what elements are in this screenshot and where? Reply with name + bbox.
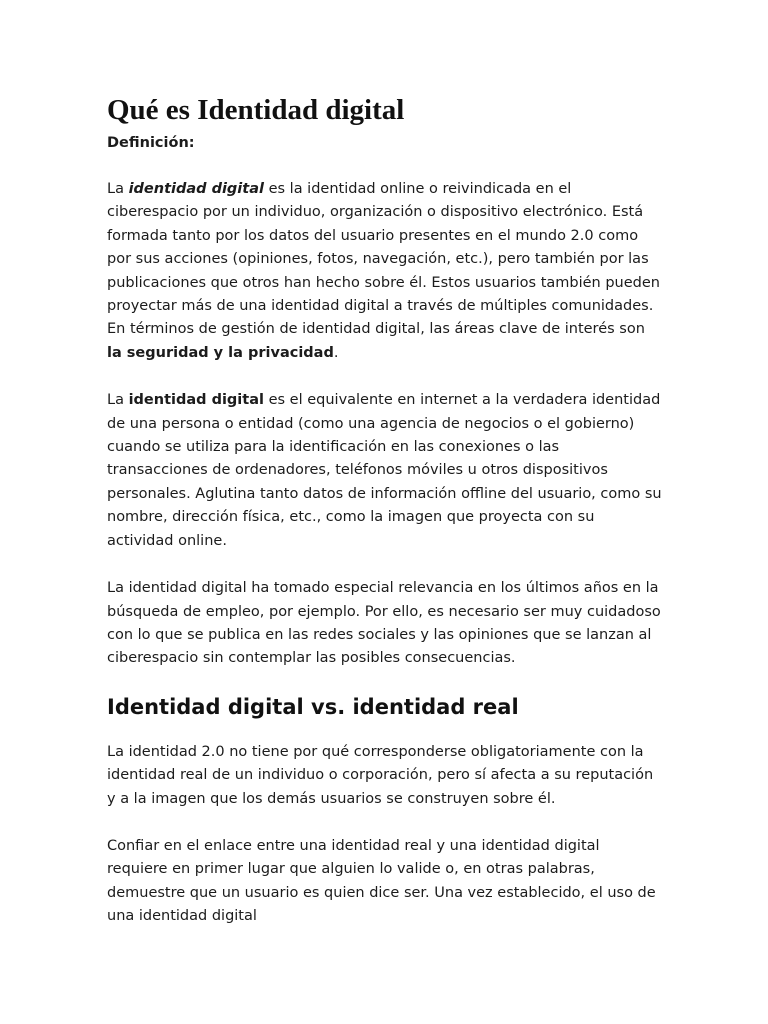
paragraph-confiar: Confiar en el enlace entre una identidad real y una identidad digital requiere en primer lugar que alguien lo valide o, en otras palabras, demuestre que un usuario es quien dice ser. Una vez establecido, el uso de una identidad digital xyxy=(107,837,656,925)
paragraph-text: es el equivalente en internet a la verdadera identidad de una persona o entidad (como una agencia de negocios o el gobierno) cuando se utiliza para la identificación en las conexiones o las transacciones de ordenadores, teléfonos móviles u otros dispositivos personales. Aglutina tanto datos de información offline del usuario, como su nombre, dirección física, etc., como la imagen que proyecta con su actividad online. xyxy=(107,392,662,549)
paragraph-text: La xyxy=(107,181,129,197)
emphasis-seguridad-privacidad: la seguridad y la privacidad xyxy=(107,344,334,361)
definition-label: Definición: xyxy=(107,135,195,151)
emphasis-identidad-digital: identidad digital xyxy=(128,181,264,197)
document-page xyxy=(107,92,663,929)
paragraph-identidad-2-0: La identidad 2.0 no tiene por qué corresponderse obligatoriamente con la identidad real de un individuo o corporación, pero sí afecta a su reputación y a la imagen que los demás usuarios se construyen sobre él. xyxy=(107,743,654,807)
section-heading: Identidad digital vs. identidad real xyxy=(107,694,519,719)
paragraph-text: es la identidad online o reivindicada en el ciberespacio por un individuo, organización o dispositivo electrónico. Está formada tanto por los datos del usuario presentes en el mundo 2.0 como por sus acciones (opiniones, fotos, navegación, etc.), pero también por las publicaciones que otros han hecho sobre él. Estos usuarios también pueden proyectar más de una identidad digital a través de múltiples comunidades. En términos de gestión de identidad digital, las áreas clave de interés son xyxy=(107,181,660,338)
paragraph-equivalente xyxy=(107,389,663,553)
paragraph-text: La xyxy=(107,392,129,409)
paragraph-relevancia: La identidad digital ha tomado especial relevancia en los últimos años en la búsqueda de empleo, por ejemplo. Por ello, es necesario ser muy cuidadoso con lo que se publica en las redes sociales y las opiniones que se lanzan al ciberespacio sin contemplar las posibles consecuencias. xyxy=(107,580,661,667)
paragraph-text: . xyxy=(333,344,339,361)
emphasis-identidad-digital-bold: identidad digital xyxy=(128,392,264,409)
paragraph-definition xyxy=(107,178,663,365)
page-title: Qué es Identidad digital xyxy=(107,94,405,126)
